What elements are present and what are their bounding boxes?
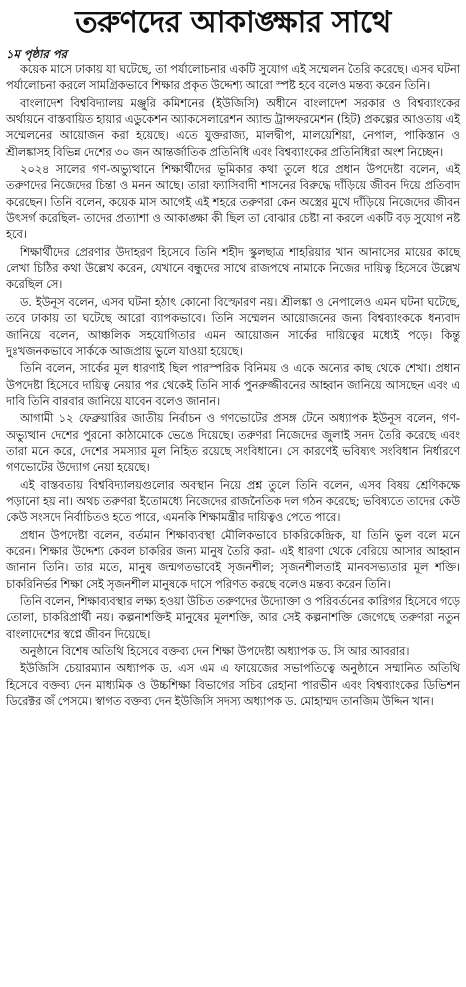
paragraph: তিনি বলেন, শিক্ষাব্যবস্থার লক্ষ্য হওয়া উচিত তরুণদের উদ্যোক্তা ও পরিবর্তনের কারিগর হিসেবে গড়ে তোলা, চাকরিপ্রার্থী নয়। কল্পনাশক্তিই মানুষের মূলশক্তি, আর সেই কল্পনাশক্তি জেগেছে তরুণরা নতুন বাংলাদেশের স্বপ্নে জীবন দিয়েছে।	[6, 595, 460, 641]
paragraph: এই বাস্তবতায় বিশ্ববিদ্যালয়গুলোর অবস্থান নিয়ে প্রশ্ন তুলে তিনি বলেন, এসব বিষয় শ্রেণিকক্ষে পড়ানো হয় না। অথচ তরুণরা ইতোমধ্যে নিজেদের রাজনৈতিক দল গঠন করেছে; ভবিষ্যতে তাদের কেউ কেউ সংসদে নির্বাচিতও হতে পারে, এমনকি শিক্ষামন্ত্রীর দায়িত্বও পেতে পারে।	[6, 478, 460, 525]
paragraph: শিক্ষার্থীদের প্রেরণার উদাহরণ হিসেবে তিনি শহীদ স্কুলছাত্র শাহরিয়ার খান আনাসের মায়ের কাছে লেখা চিঠির কথা উল্লেখ করেন, যেখানে বন্ধুদের সাথে রাজপথে নামাকে নিজের দায়িত্ব হিসেবে উল্লেখ করেছিল সে।	[6, 245, 460, 292]
article-body	[6, 62, 460, 710]
paragraph: প্রধান উপদেষ্টা বলেন, বর্তমান শিক্ষাব্যবস্থা মৌলিকভাবে চাকরিকেন্দ্রিক, যা তিনি ভুল বলে মনে করেন। শিক্ষার উদ্দেশ্য কেবল চাকরির জন্য মানুষ তৈরি করা- এই ধারণা থেকে বেরিয়ে আসার আহ্বান জানান তিনি। তার মতে, মানুষ জন্মগতভাবেই সৃজনশীল; সৃজনশীলতাই মানবসভ্যতার মূল শক্তি। চাকরিনির্ভর শিক্ষা সেই সৃজনশীল মানুষকে দাসে পরিণত করছে বলেও মন্তব্য করেন তিনি।	[6, 528, 460, 591]
paragraph: আগামী ১২ ফেব্রুয়ারির জাতীয় নির্বাচন ও গণভোটের প্রসঙ্গ টেনে অধ্যাপক ইউনূস বলেন, গণ-অভ্যুত্থান দেশের পুরনো কাঠামোকে ভেঙে দিয়েছে। তরুণরা নিজেদের জুলাই সনদ তৈরি করেছে এবং তারা মনে করে, দেশের সমস্যার মূল নিহিত রয়েছে সংবিধানে। সে কারণেই ভবিষ্যৎ সংবিধান নির্ধারণে গণভোটের উদ্যোগ নেয়া হয়েছে।	[6, 412, 460, 475]
paragraph: অনুষ্ঠানে বিশেষ অতিথি হিসেবে বক্তব্য দেন শিক্ষা উপদেষ্টা অধ্যাপক ড. সি আর আবরার।	[20, 645, 410, 659]
continuation-label: ১ম পৃষ্ঠার পর	[6, 47, 67, 61]
paragraph: ড. ইউনূস বলেন, এসব ঘটনা হঠাৎ কোনো বিস্ফোরণ নয়। শ্রীলঙ্কা ও নেপালেও এমন ঘটনা ঘটেছে, তবে ঢাকায় তা ঘটেছে আরো ব্যাপকভাবে। তিনি সম্মেলন আয়োজনের জন্য বিশ্বব্যাংককে ধন্যবাদ জানিয়ে বলেন, আঞ্চলিক সহযোগিতার এমন আয়োজন সার্কের দায়িত্বের মধ্যেই পড়ে। কিন্তু দুঃখজনকভাবে সার্ককে আজপ্রায় ভুলে যাওয়া হয়েছে।	[6, 295, 460, 358]
paragraph: তিনি বলেন, সার্কের মূল ধারণাই ছিল পারস্পরিক বিনিময় ও একে অন্যের কাছ থেকে শেখা। প্রধান উপদেষ্টা হিসেবে দায়িত্ব নেয়ার পর থেকেই তিনি সার্ক পুনরুজ্জীবনের আহ্বান জানিয়ে আসছেন এবং এ দাবি তিনি বারবার জানিয়ে যাবেন বলেও জানান।	[6, 362, 460, 408]
paragraph: ২০২৪ সালের গণ-অভ্যুত্থানে শিক্ষার্থীদের ভূমিকার কথা তুলে ধরে প্রধান উপদেষ্টা বলেন, এই তরুণদের নিজেদের চিন্তা ও মনন আছে। তারা ফ্যাসিবাদী শাসনের বিরুদ্ধে দাঁড়িয়ে জীবন দিয়ে প্রতিবাদ করেছেন। তিনি বলেন, কয়েক মাস আগেই এই শহরে তরুণরা কেন অস্ত্রের মুখে দাঁড়িয়ে নিজেদের জীবন উৎসর্গ করেছিল- তাদের প্রত্যাশা ও আকাঙ্ক্ষা কী ছিল তা বোঝার চেষ্টা না করলে একটি বড় সুযোগ নষ্ট হবে।	[6, 163, 460, 242]
article-headline: তরুণদের আকাঙ্ক্ষার সাথে	[75, 5, 391, 40]
paragraph: ইউজিসি চেয়ারম্যান অধ্যাপক ড. এস এম এ ফায়েজের সভাপতিত্বে অনুষ্ঠানে সম্মানিত অতিথি হিসেবে বক্তব্য দেন মাধ্যমিক ও উচ্চশিক্ষা বিভাগের সচিব রেহানা পারভীন এবং বিশ্বব্যাংকের ডিভিশন ডিরেক্টর জঁ পেসমে। স্বাগত বক্তব্য দেন ইউজিসি সদস্য অধ্যাপক ড. মোহাম্মদ তানজিম উদ্দিন খান।	[6, 662, 460, 709]
paragraph: বাংলাদেশ বিশ্ববিদ্যালয় মঞ্জুরি কমিশনের (ইউজিসি) অধীনে বাংলাদেশ সরকার ও বিশ্বব্যাংকের অর্থায়নে বাস্তবায়িত হায়ার এডুকেশন অ্যাকসেলারেশন অ্যান্ড ট্রান্সফরমেশন (হিট) প্রকল্পের আওতায় এই সম্মেলনের আয়োজন করা হয়েছে। এতে যুক্তরাজ্য, মালদ্বীপ, মালয়েশিয়া, নেপাল, পাকিস্তান ও শ্রীলঙ্কাসহ বিভিন্ন দেশের ৩০ জন আন্তর্জাতিক প্রতিনিধি এবং বিশ্বব্যাংকের প্রতিনিধিরা অংশ নিচ্ছেন।	[6, 96, 460, 159]
paragraph: কয়েক মাসে ঢাকায় যা ঘটেছে, তা পর্যালোচনার একটি সুযোগ এই সম্মেলন তৈরি করেছে। এসব ঘটনা পর্যালোচনা করলে সামগ্রিকভাবে শিক্ষার প্রকৃত উদ্দেশ্য আরো স্পষ্ট হবে বলেও মন্তব্য করেন তিনি।	[6, 63, 460, 93]
